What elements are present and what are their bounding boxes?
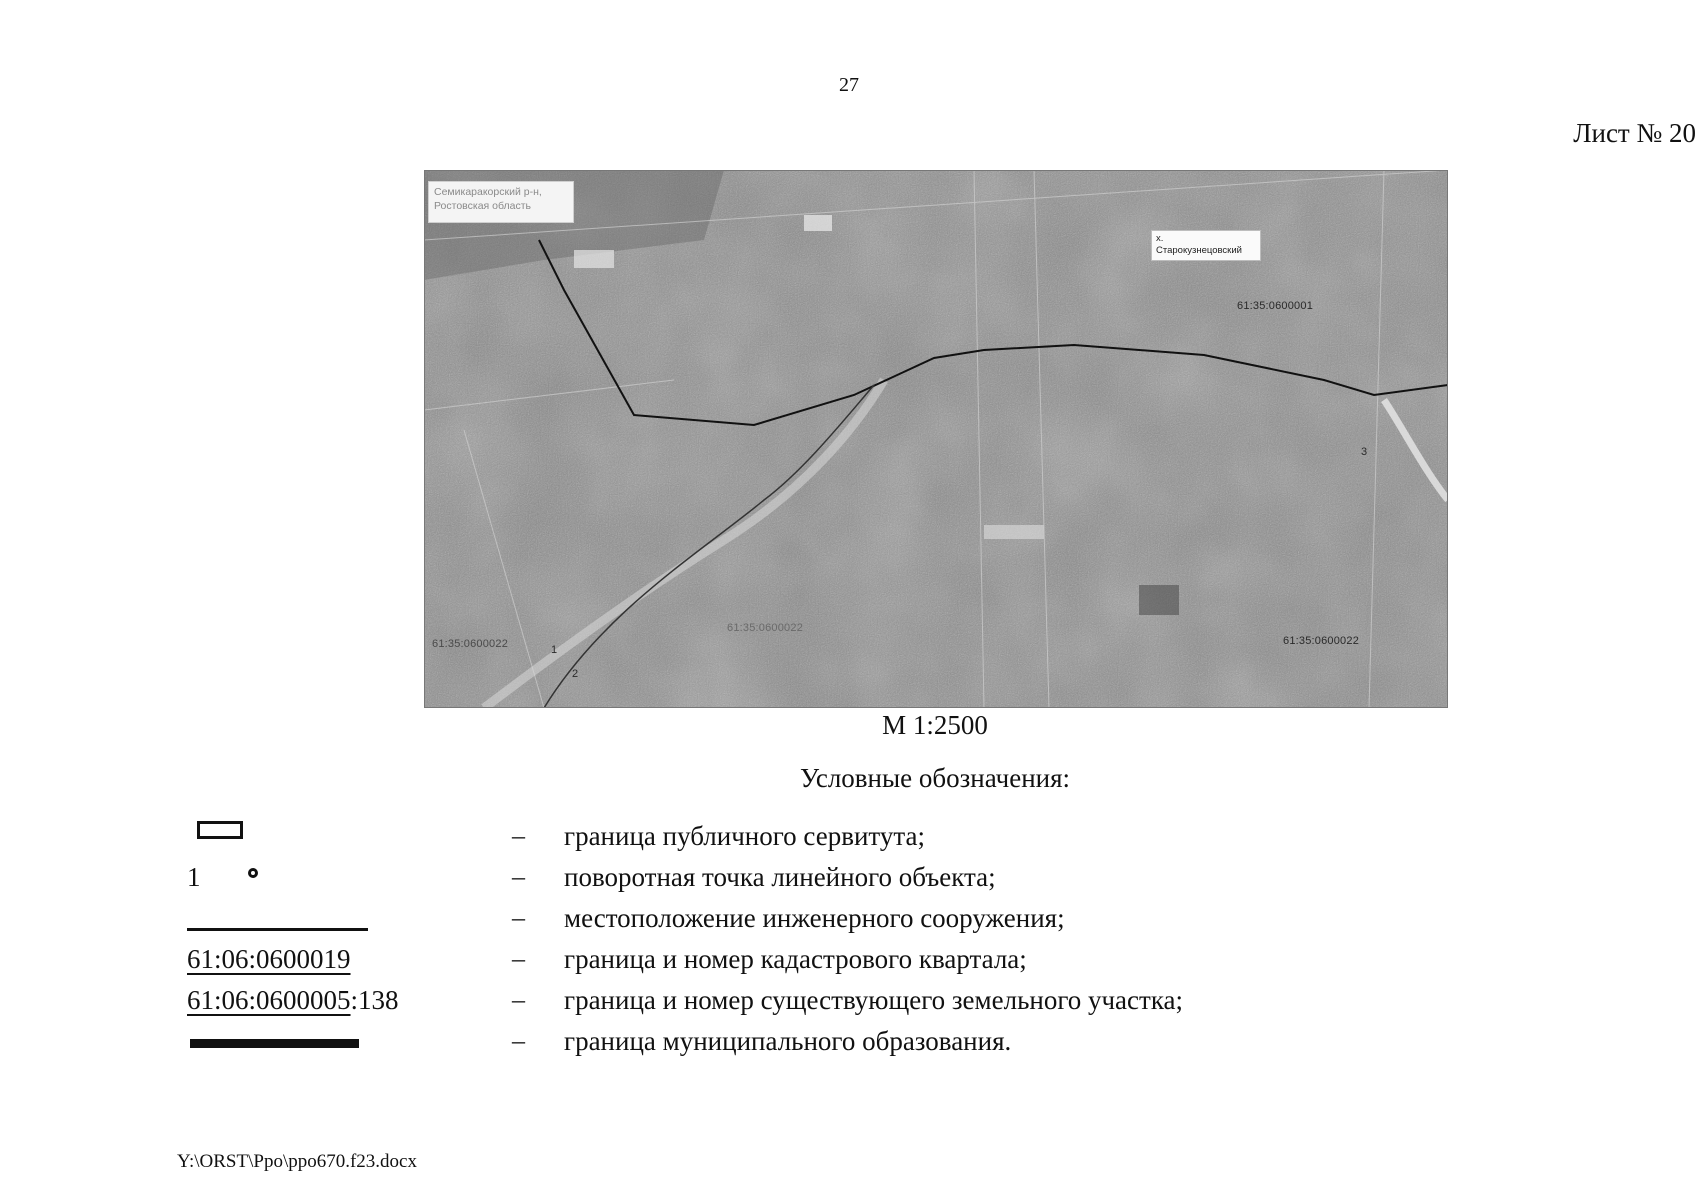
cadastral-label: 61:35:0600022 <box>1283 635 1360 647</box>
legend-row <box>0 816 1698 856</box>
point-label: 3 <box>1361 446 1368 458</box>
cadastral-label: 61:35:0600022 <box>432 638 509 650</box>
cadastral-label: 61:35:0600022 <box>727 622 804 634</box>
municipal-boundary-symbol <box>190 1039 359 1048</box>
map-image <box>424 170 1448 708</box>
legend-row <box>0 898 1698 938</box>
village-label-line-1: х. <box>1156 233 1164 244</box>
legend-description: граница муниципального образования. <box>564 1026 1012 1056</box>
building-patch <box>804 215 832 231</box>
map-scale: М 1:2500 <box>882 710 988 740</box>
legend-dash: – <box>512 944 525 973</box>
turning-point-symbol <box>248 868 258 878</box>
building-patch <box>1139 585 1179 615</box>
legend-description: местоположение инженерного сооружения; <box>564 903 1065 933</box>
cadastral-quarter-symbol: 61:06:0600019 <box>187 944 351 974</box>
village-label-line-2: Старокузнецовский <box>1156 245 1242 256</box>
legend-row <box>0 857 1698 897</box>
region-label-line-2: Ростовская область <box>434 200 532 212</box>
land-plot-number-suffix: :138 <box>350 985 399 1015</box>
legend-dash: – <box>512 1026 525 1055</box>
legend-dash: – <box>512 862 525 891</box>
legend-row <box>0 980 1698 1020</box>
easement-boundary-symbol <box>197 821 243 839</box>
turning-point-number: 1 <box>187 862 201 892</box>
legend-description: граница и номер существующего земельного участка; <box>564 985 1184 1015</box>
region-label <box>428 181 574 223</box>
legend-dash: – <box>512 985 525 1014</box>
legend-title: Условные обозначения: <box>799 763 1071 793</box>
page-number: 27 <box>839 74 859 96</box>
land-plot-quarter-number: 61:06:0600005 <box>187 985 351 1015</box>
village-label <box>1151 230 1261 261</box>
legend-row <box>0 939 1698 979</box>
legend-description: граница публичного сервитута; <box>564 821 925 851</box>
land-plot-symbol <box>187 980 399 1020</box>
engineering-structure-symbol <box>187 928 368 931</box>
satellite-map <box>424 170 1448 708</box>
region-label-line-1: Семикаракорский р-н, <box>434 186 542 198</box>
sheet-label: Лист № 20 <box>1573 118 1696 148</box>
point-label: 1 <box>551 644 558 656</box>
building-patch <box>984 525 1044 539</box>
cadastral-label: 61:35:0600001 <box>1237 300 1314 312</box>
footer-file-path: Y:\ORST\Ppo\ppo670.f23.docx <box>177 1151 417 1172</box>
legend-row <box>0 1021 1698 1061</box>
legend-dash: – <box>512 821 525 850</box>
legend-description: граница и номер кадастрового квартала; <box>564 944 1027 974</box>
legend-description: поворотная точка линейного объекта; <box>564 862 996 892</box>
legend-dash: – <box>512 903 525 932</box>
building-patch <box>574 250 614 268</box>
point-label: 2 <box>572 668 579 680</box>
